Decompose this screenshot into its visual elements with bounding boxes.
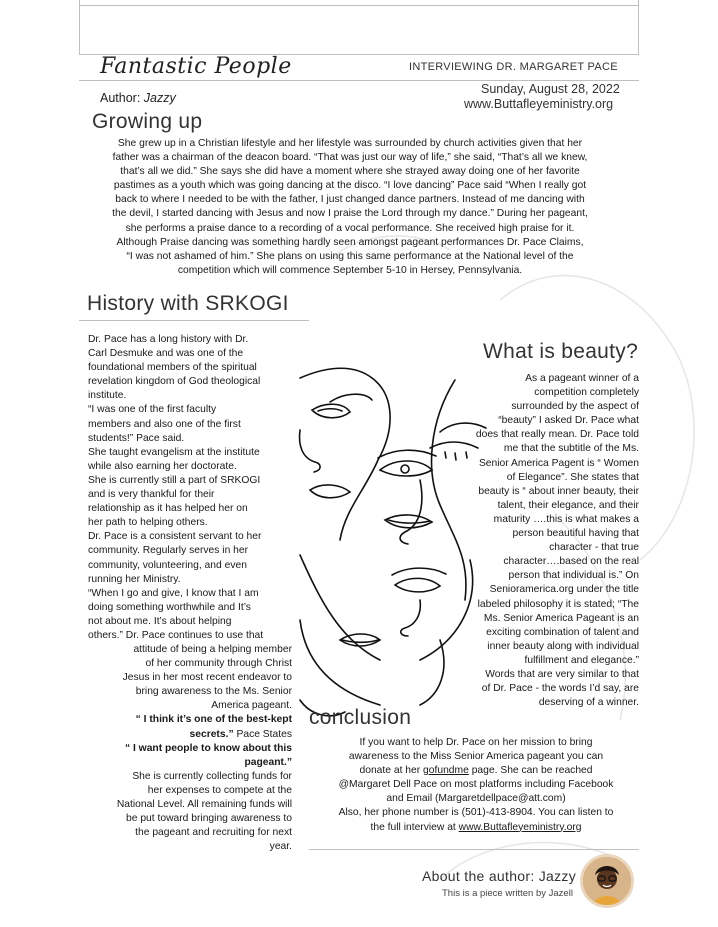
conclusion-line: @Margaret Dell Pace on most platforms including Facebook <box>338 779 614 791</box>
history-line: institute. <box>88 390 127 402</box>
history-line: running her Ministry. <box>88 573 181 585</box>
conclusion-line: the full interview at www.Buttafleyeministry.org <box>370 821 582 833</box>
growing-up-line: Although Praise dancing was something hardly seen amongst pageant performances Dr. Pace Claims, <box>116 236 584 248</box>
growing-up-line: pastimes as a youth which was going dancing at the disco. “I love dancing” Pace said “When I really got <box>113 180 587 192</box>
beauty-body <box>438 372 639 710</box>
history-line: She is currently collecting funds for <box>132 770 292 782</box>
history-line: her path to helping others. <box>88 517 208 529</box>
about-author-label: About the author: Jazzy <box>422 868 576 884</box>
history-body-right <box>88 643 292 854</box>
header-left-rule <box>79 0 80 55</box>
beauty-heading: What is beauty? <box>483 340 639 363</box>
history-line: bring awareness to the Ms. Senior <box>135 686 292 698</box>
header-bottom-rule <box>79 80 639 81</box>
history-line: attitude of being a helping member <box>133 644 292 655</box>
history-line: Jesus in her most recent endeavor to <box>122 672 292 684</box>
history-line: foundational members of the spiritual <box>88 362 257 374</box>
footer-rule <box>309 849 639 850</box>
beauty-line: person that individual is.” On <box>508 570 639 582</box>
author-line <box>100 91 176 105</box>
conclusion-heading: conclusion <box>309 706 412 729</box>
beauty-line: of Dr. Pace - the words I’d say, are <box>481 683 639 695</box>
history-line: National Level. All remaining funds will <box>116 799 292 811</box>
conclusion-line: donate at her gofundme page. She can be reached <box>359 765 593 777</box>
history-line: doing something worthwhile and It’s <box>88 601 251 613</box>
author-portrait-icon <box>583 857 631 905</box>
beauty-line: character….based on the real <box>503 556 639 568</box>
beauty-line: of Elegance”. She states that <box>506 471 639 483</box>
history-line: Dr. Pace has a long history with Dr. <box>88 334 249 345</box>
history-body <box>88 333 308 643</box>
history-line: the pageant and recruiting for next <box>135 827 292 839</box>
beauty-line: “beauty” I asked Dr. Pace what <box>498 415 639 427</box>
beauty-line: character - that true <box>549 542 639 554</box>
history-line: her expenses to compete at the <box>147 784 292 796</box>
history-line: revelation kingdom of God theological <box>88 376 261 388</box>
growing-up-line: that’s all we did.” She says she did have a moment where she strayed away doing one of her favorite <box>120 166 580 178</box>
history-line: America pageant. <box>211 700 292 712</box>
history-line: while also earning her doctorate. <box>88 460 237 472</box>
history-quote-2-end: pageant.” <box>244 756 292 768</box>
author-avatar <box>580 854 634 908</box>
growing-up-line: back to where I needed to be with the father, I just changed dance partners. Instead of me dancing with <box>115 194 585 206</box>
publish-date: Sunday, August 28, 2022 <box>481 82 620 96</box>
growing-up-line: She grew up in a Christian lifestyle and her lifestyle was surrounded by church activities given that her <box>117 138 583 149</box>
beauty-line: talent, their elegance, and their <box>497 499 639 511</box>
history-line: be put toward bringing awareness to <box>126 813 292 825</box>
website-header[interactable]: www.Buttafleyeministry.org <box>464 97 614 111</box>
history-heading: History with SRKOGI <box>87 292 289 315</box>
beauty-line: As a pageant winner of a <box>525 373 639 384</box>
history-line: students!” Pace said. <box>88 432 185 444</box>
history-line: community. Regularly serves in her <box>88 545 249 557</box>
history-line: members and also one of the first <box>88 418 241 430</box>
conclusion-line: If you want to help Dr. Pace on her mission to bring <box>359 737 593 748</box>
history-line: “I was one of the first faculty <box>88 404 217 416</box>
history-quote-1-end: secrets.” Pace States <box>189 728 292 740</box>
beauty-line: maturity ….this is what makes a <box>493 513 639 525</box>
footer-subtitle: This is a piece written by Jazell <box>442 888 573 899</box>
history-line: not about me. It’s about helping <box>88 615 232 627</box>
author-label: Author: <box>100 91 144 105</box>
beauty-line: Words that are very similar to that <box>485 668 639 680</box>
history-line: others.” Dr. Pace continues to use that <box>88 629 264 641</box>
history-line: year. <box>269 841 292 853</box>
header-right-rule <box>638 0 639 55</box>
beauty-line: labeled philosophy it is stated; “The <box>477 598 639 610</box>
conclusion-line: Also, her phone number is (501)-413-8904. You can listen to <box>338 807 614 819</box>
conclusion-line: and Email (Margaretdellpace@att.com) <box>386 793 566 805</box>
growing-up-body <box>70 137 630 278</box>
beauty-line: Senior America Pagent is “ Women <box>478 457 639 469</box>
beauty-line: does that really mean. Dr. Pace told <box>475 429 639 441</box>
beauty-line: Ms. Senior America Pageant is an <box>483 612 639 624</box>
history-line: Carl Desmuke and was one of the <box>88 348 244 360</box>
beauty-line: surrounded by the aspect of <box>511 401 639 413</box>
beauty-line: beauty is “ about inner beauty, their <box>478 485 639 497</box>
growing-up-heading: Growing up <box>92 110 203 133</box>
conclusion-body <box>306 736 646 835</box>
growing-up-line: “I was not ashamed of him.” She plans on using this same performance at the National level of the <box>126 250 574 262</box>
beauty-line: person beautiful having that <box>512 528 639 540</box>
history-line: “When I go and give, I know that I am <box>88 587 259 599</box>
beauty-line: inner beauty along with individual <box>487 640 639 652</box>
growing-up-line: competition which will commence September 5-10 in Hersey, Pennsylvania. <box>177 264 523 276</box>
history-line: She taught evangelism at the institute <box>88 446 260 458</box>
gofundme-link[interactable]: gofundme <box>423 765 469 777</box>
history-line: relationship as it has helped her on <box>88 503 248 515</box>
conclusion-line: awareness to the Miss Senior America pageant you can <box>348 751 604 763</box>
history-line: Dr. Pace is a consistent servant to her <box>88 531 262 543</box>
beauty-line: exciting combination of talent and <box>486 626 639 638</box>
growing-up-line: she performs a praise dance to a recording of a vocal performance. She received high praise for it. <box>125 222 575 234</box>
history-rule <box>79 320 309 321</box>
beauty-line: fulfillment and elegance.” <box>524 654 639 666</box>
interview-title: INTERVIEWING DR. MARGARET PACE <box>409 61 618 73</box>
history-line: She is currently still a part of SRKOGI <box>88 474 261 486</box>
beauty-line: me that the subtitle of the Ms. <box>503 443 639 455</box>
beauty-line: Senioramerica.org under the title <box>489 584 639 596</box>
growing-up-line: father was a chairman of the deacon board. “That was just our way of life,” she said, “That’s all we knew, <box>112 152 588 164</box>
website-link[interactable]: www.Buttafleyeministry.org <box>458 821 582 833</box>
history-quote-2: “ I want people to know about this <box>124 742 292 754</box>
author-name: Jazzy <box>143 91 176 105</box>
header-top-rule <box>79 5 639 6</box>
history-line: of her community through Christ <box>145 658 292 670</box>
beauty-line: deserving of a winner. <box>538 697 639 709</box>
brand-logo: Fantastic People <box>100 54 292 79</box>
beauty-line: competition completely <box>534 387 639 399</box>
growing-up-line: the devil, I started dancing with Jesus and now I praise the Lord through my dance.” During her pageant, <box>112 208 588 220</box>
history-line: and is very thankful for their <box>88 489 215 501</box>
history-quote-1: “ I think it’s one of the best-kept <box>135 714 292 726</box>
history-line: community, volunteering, and even <box>88 559 247 571</box>
